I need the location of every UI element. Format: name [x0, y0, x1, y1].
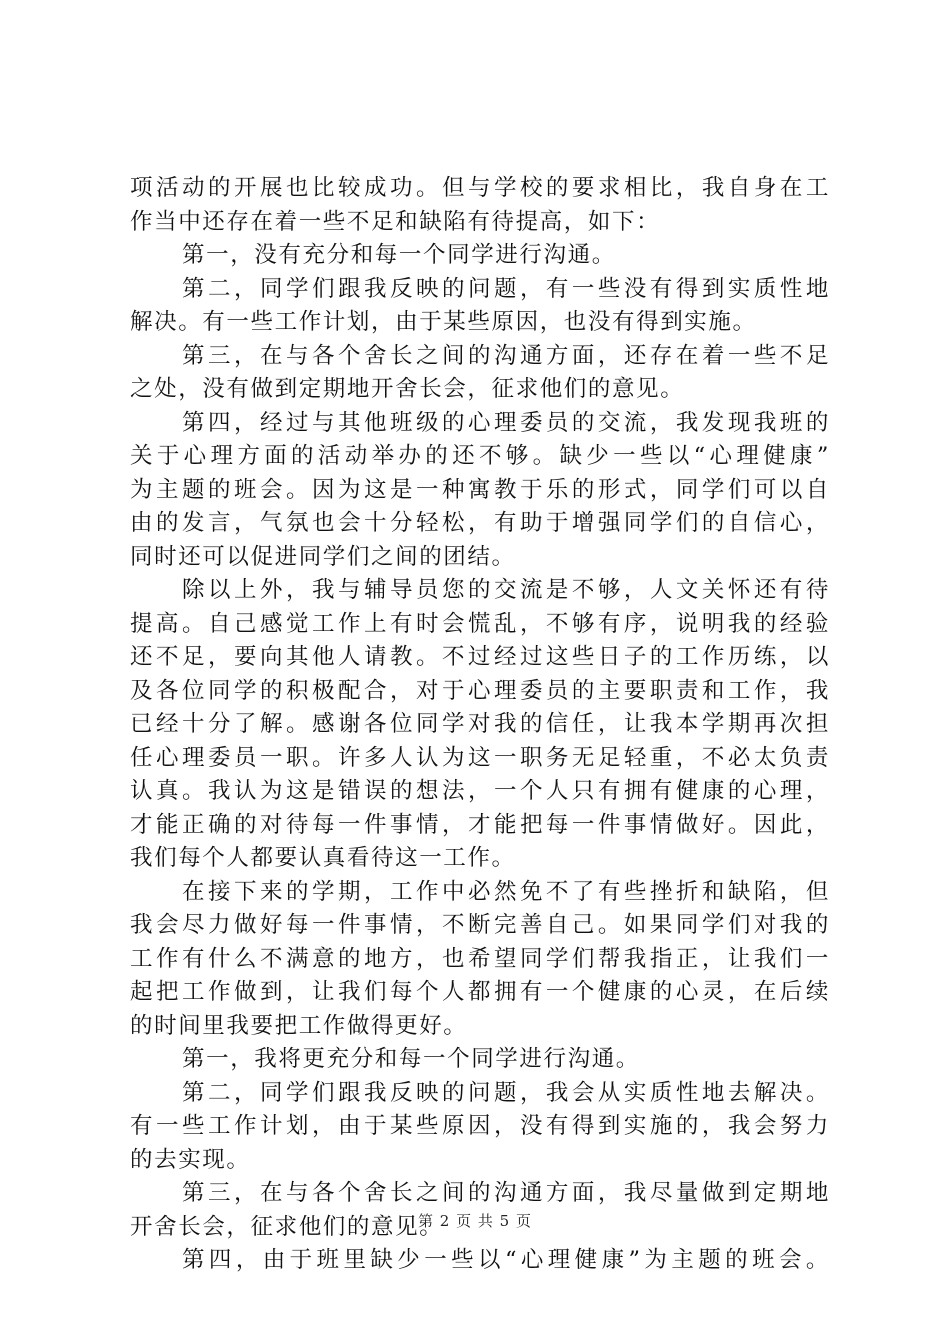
document-body [130, 172, 830, 1278]
text-line: 在接下来的学期，工作中必然免不了有些挫折和缺陷，但 [182, 878, 830, 905]
text-line: 第一，我将更充分和每一个同学进行沟通。 [182, 1046, 640, 1072]
text-line: 还不足，要向其他人请教。不过经过这些日子的工作历练，以 [130, 644, 830, 670]
text-line: 第二，同学们跟我反映的问题，有一些没有得到实质性地 [182, 275, 830, 302]
text-line: 任心理委员一职。许多人认为这一职务无足轻重，不必太负责 [130, 744, 830, 771]
text-line: 的时间里我要把工作做得更好。 [130, 1012, 468, 1039]
page-footer: 第 2 页 共 5 页 [418, 1212, 532, 1230]
text-line: 才能正确的对待每一件事情，才能把每一件事情做好。因此， [130, 811, 830, 838]
text-line: 第三，在与各个舍长之间的沟通方面，我尽量做到定期地 [182, 1180, 830, 1206]
text-line: 开舍长会，征求他们的意见。 [130, 1213, 444, 1240]
text-line: 有一些工作计划，由于某些原因，没有得到实施的，我会努力 [130, 1113, 830, 1139]
text-line: 作当中还存在着一些不足和缺陷有待提高，如下： [130, 208, 661, 235]
text-line: 第四，由于班里缺少一些以“心理健康”为主题的班会。 [182, 1247, 830, 1273]
text-line: 提高。自己感觉工作上有时会慌乱，不够有序，说明我的经验 [130, 610, 830, 637]
text-line: 解决。有一些工作计划，由于某些原因，也没有得到实施。 [130, 309, 757, 335]
text-line: 第二，同学们跟我反映的问题，我会从实质性地去解决。 [182, 1079, 830, 1106]
text-line: 关于心理方面的活动举办的还不够。缺少一些以“心理健康” [130, 443, 830, 469]
text-line: 的去实现。 [130, 1146, 251, 1173]
text-line: 起把工作做到，让我们每个人都拥有一个健康的心灵，在后续 [130, 979, 830, 1005]
text-line: 及各位同学的积极配合，对于心理委员的主要职责和工作，我 [130, 677, 830, 704]
text-line: 我们每个人都要认真看待这一工作。 [130, 845, 516, 871]
text-line: 除以上外，我与辅导员您的交流是不够，人文关怀还有待 [182, 577, 830, 603]
text-line: 第三，在与各个舍长之间的沟通方面，还存在着一些不足 [182, 342, 830, 369]
text-line: 工作有什么不满意的地方，也希望同学们帮我指正，让我们一 [130, 945, 830, 972]
text-line: 第一，没有充分和每一个同学进行沟通。 [182, 242, 616, 268]
text-line: 同时还可以促进同学们之间的团结。 [130, 543, 516, 570]
text-line: 之处，没有做到定期地开舍长会，征求他们的意见。 [130, 376, 685, 402]
text-line: 为主题的班会。因为这是一种寓教于乐的形式，同学们可以自 [130, 476, 830, 503]
text-line: 由的发言，气氛也会十分轻松，有助于增强同学们的自信心， [130, 510, 830, 536]
text-line: 我会尽力做好每一件事情，不断完善自己。如果同学们对我的 [130, 912, 830, 938]
text-line: 第四，经过与其他班级的心理委员的交流，我发现我班的 [182, 409, 830, 436]
text-line: 认真。我认为这是错误的想法，一个人只有拥有健康的心理， [130, 778, 830, 804]
text-line: 已经十分了解。感谢各位同学对我的信任，让我本学期再次担 [130, 711, 830, 737]
text-line: 项活动的开展也比较成功。但与学校的要求相比，我自身在工 [130, 175, 830, 201]
